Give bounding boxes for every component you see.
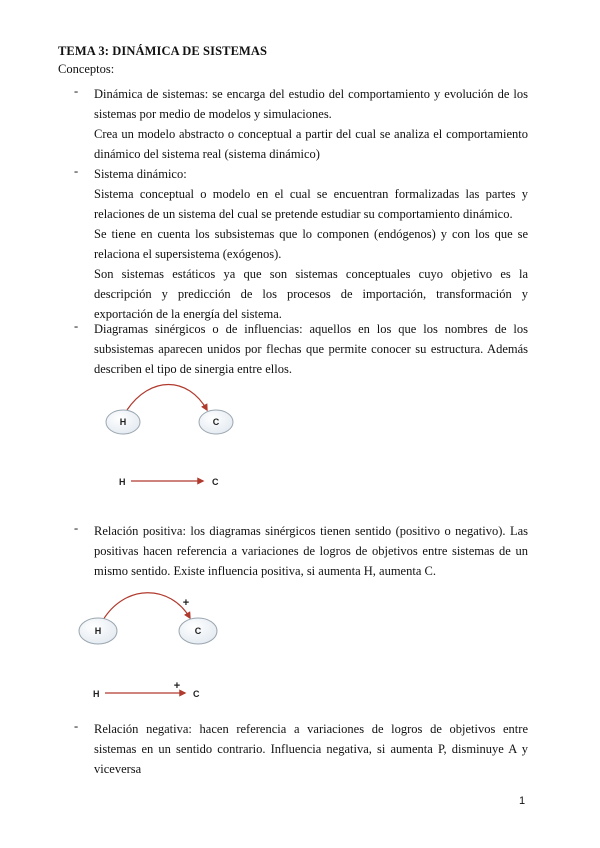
paragraph: Diagramas sinérgicos o de influencias: aquellos en los que los nombres de los subsistemas aparecen unidos por flechas que permite conocer su estructura. Además describen el tipo de sinergia entre ellos. [94,322,528,376]
paragraph: Sistema dinámico: [94,167,187,181]
node-c-label: C [212,477,219,487]
diagram-positive-curved [79,593,217,644]
bullet-dash: - [74,719,79,733]
node-c-label: C [194,626,202,636]
page-number: 1 [519,795,526,807]
bullet-dash: - [74,84,79,98]
node-h-label: H [119,477,126,487]
curved-arrow [127,385,207,411]
node-h-label: H [93,689,100,699]
page-title: TEMA 3: DINÁMICA DE SISTEMAS [58,44,268,58]
bullet-dash: - [74,319,79,333]
node-h-label: H [119,417,127,427]
diagram-positive-straight [93,680,200,699]
paragraph: Relación negativa: hacen referencia a variaciones de logros de objetivos entre sistemas en un sentido contrario. Influencia negativa, si aumenta P, disminuye A y viceversa [94,722,528,776]
concepts-heading: Conceptos: [58,62,115,76]
curved-arrow [103,593,190,620]
paragraph: Dinámica de sistemas: se encarga del estudio del comportamiento y evolución de los sistemas por medio de modelos y simulaciones. [94,87,528,121]
plus-sign: + [182,597,190,609]
paragraph: Se tiene en cuenta los subsistemas que lo componen (endógenos) y con los que se relaciona el supersistema (exógenos). [94,227,528,261]
node-c-label: C [193,689,200,699]
bullet-dash: - [74,521,79,535]
paragraph: Crea un modelo abstracto o conceptual a partir del cual se analiza el comportamiento dinámico del sistema real (sistema dinámico) [94,127,528,161]
paragraph: Son sistemas estáticos ya que son sistemas conceptuales cuyo objetivo es la descripción y predicción de los procesos de importación, transformación y exportación de la energía del sistema. [94,267,528,321]
bullet-dash: - [74,164,79,178]
paragraph: Sistema conceptual o modelo en el cual se encuentran formalizadas las partes y relaciones de un sistema del cual se pretende estudiar su comportamiento dinámico. [94,187,528,221]
plus-sign: + [173,680,181,692]
diagram-influence-curved [106,385,233,435]
paragraph: Relación positiva: los diagramas sinérgicos tienen sentido (positivo o negativo). Las positivas hacen referencia a variaciones de logros de objetivos entre sistemas de un mismo sentido. Existe influencia positiva, si aumenta H, aumenta C. [94,524,528,578]
node-c-label: C [212,417,220,427]
node-h-label: H [94,626,102,636]
diagram-influence-straight [119,477,219,487]
